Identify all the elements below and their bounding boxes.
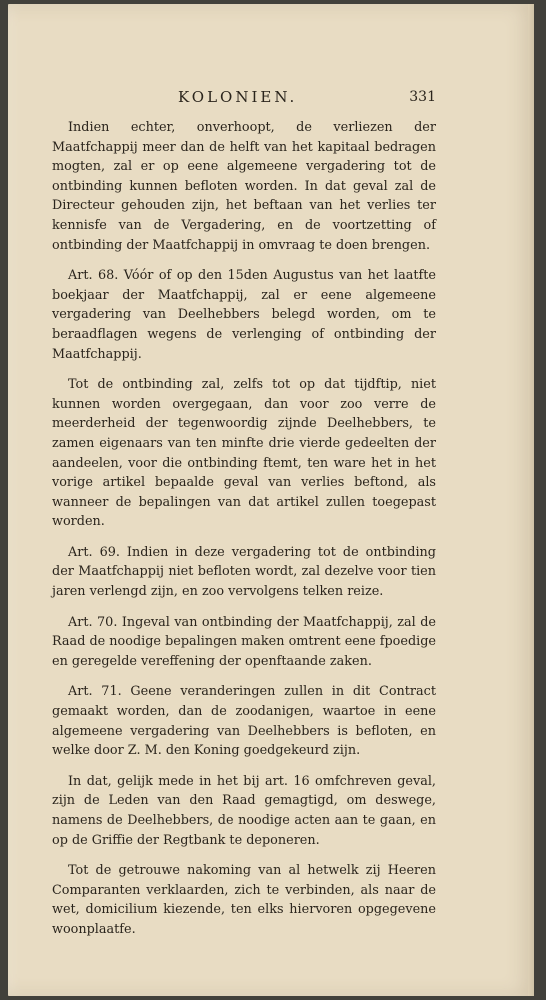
- paragraph-art-71: Art. 71. Geene veranderingen zullen in dit Contract gemaakt worden, dan de zoodanigen, waartoe in eene algemeene vergadering van Deelhebbers is befloten, en welke door Z. M. den Koning goedgekeurd zijn.: [52, 684, 436, 759]
- paragraph-1: Indien echter, onverhoopt, de verliezen der Maatfchappij meer dan de helft van het kapitaal bedragen mogten, zal er op eene algemeene vergadering tot de ontbinding kunnen befloten worden. In dat geval zal de Directeur gehouden zijn, het beftaan van het verlies ter kennisfe van de Vergadering, en de voortzetting of ontbinding der Maatfchappij in omvraag te doen brengen.: [52, 120, 436, 253]
- paragraph-7: In dat, gelijk mede in het bij art. 16 omfchreven geval, zijn de Leden van den Raad gemagtigd, om deswege, namens de Deelhebbers, de noodige acten aan te gaan, en op de Griffie der Regtbank te deponeren.: [52, 773, 436, 848]
- page-edge: [528, 4, 534, 996]
- paragraph-3: Tot de ontbinding zal, zelfs tot op dat tijdftip, niet kunnen worden overgegaan, dan voor zoo verre de meerderheid der tegenwoordig zijnde Deelhebbers, te zamen eigenaars van ten minfte drie vierde gedeelten der aandeelen, voor die ontbinding ftemt, ten ware het in het vorige artikel bepaalde geval van verlies beftond, als wanneer de bepalingen van dat artikel zullen toegepast worden.: [52, 377, 436, 530]
- page-header: [52, 86, 436, 110]
- paragraph-art-69: Art. 69. Indien in deze vergadering tot de ontbinding der Maatfchappij niet befloten wordt, zal dezelve voor tien jaren verlengd zijn, en zoo vervolgens telken reize.: [52, 544, 436, 600]
- running-head: KOLONIEN.: [178, 88, 298, 106]
- paragraph-art-68: Art. 68. Vóór of op den 15den Augustus van het laatfte boekjaar der Maatfchappij, zal er eene algemeene vergadering van Deelhebbers belegd worden, om te beraadflagen wegens de verlenging of ontbinding der Maatfchappij.: [52, 268, 436, 362]
- page-content: [52, 86, 436, 951]
- page-number: 331: [409, 89, 436, 105]
- paragraph-8: Tot de getrouwe nakoming van al hetwelk zij Heeren Comparanten verklaarden, zich te verbinden, als naar de wet, domicilium kiezende, ten elks hiervoren opgegevene woonplaatfe.: [52, 863, 436, 937]
- paragraph-art-70: Art. 70. Ingeval van ontbinding der Maatfchappij, zal de Raad de noodige bepalingen maken omtrent eene fpoedige en geregelde vereffening der openftaande zaken.: [52, 614, 436, 669]
- book-page: [8, 4, 534, 996]
